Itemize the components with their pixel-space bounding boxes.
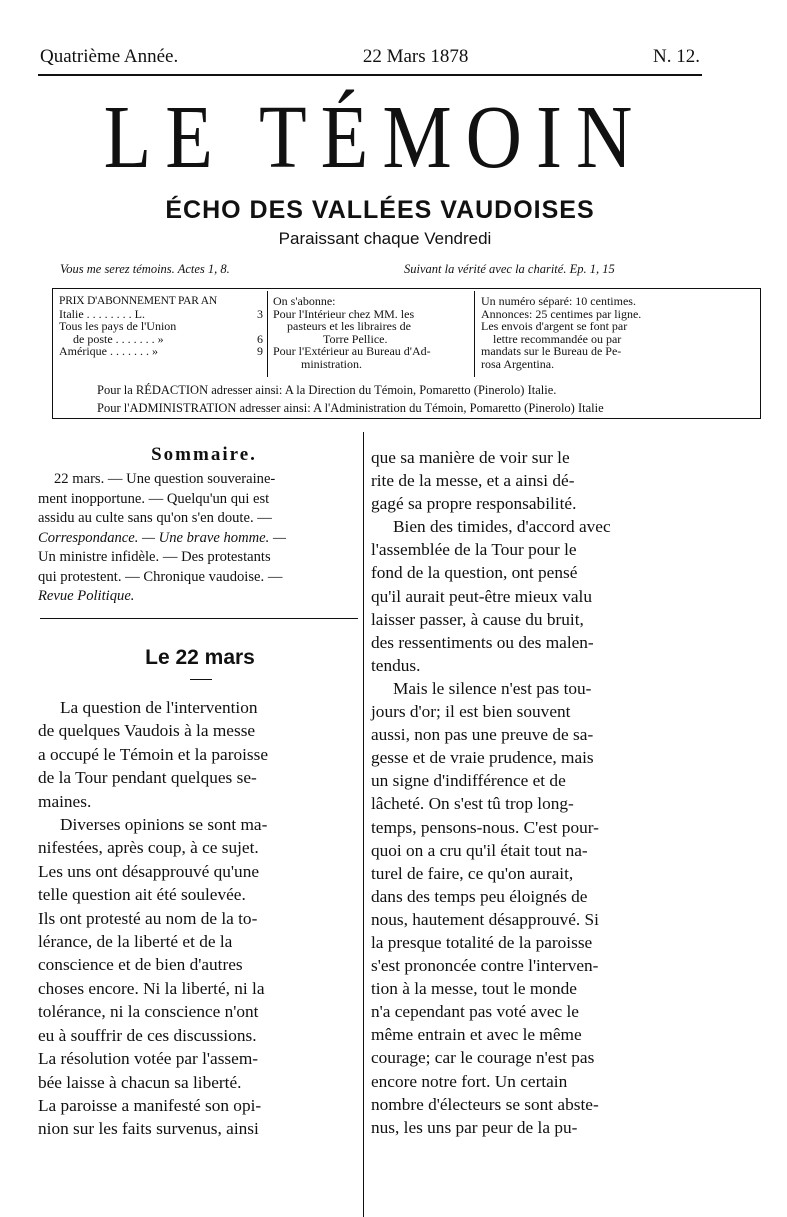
masthead-title: LE TÉMOIN — [103, 86, 647, 187]
sommaire-line: assidu au culte sans qu'on s'en doute. — — [38, 510, 272, 526]
text-line: choses encore. Ni la liberté, ni la — [38, 978, 265, 998]
text-line: tendus. — [371, 655, 421, 675]
where-column — [273, 295, 469, 370]
where-line: pasteurs et les libraires de — [287, 319, 411, 333]
motto-right: Suivant la vérité avec la charité. Ep. 1, 15 — [404, 262, 615, 276]
ads-column — [481, 295, 691, 370]
ads-line: rosa Argentina. — [481, 356, 555, 371]
price-value: 3 — [257, 306, 263, 321]
ads-line: Un numéro séparé: 10 centimes. — [481, 294, 636, 308]
sommaire-rule — [40, 618, 358, 619]
text-line: courage; car le courage n'est pas — [371, 1048, 595, 1068]
text-line: des ressentiments ou des malen- — [371, 632, 594, 652]
where-line: On s'abonne: — [273, 294, 336, 308]
issue-number: N. 12. — [653, 46, 700, 67]
text-line: bée laisse à chacun sa liberté. — [38, 1072, 242, 1092]
text-line: n'a cependant pas voté avec le — [371, 1002, 579, 1022]
where-line: ministration. — [301, 356, 362, 371]
text-line: l'assemblée de la Tour pour le — [371, 540, 577, 560]
ads-line: Annonces: 25 centimes par ligne. — [481, 306, 642, 321]
text-line: temps, pensons-nous. C'est pour- — [371, 817, 599, 837]
text-line: Diverses opinions se sont ma- — [60, 815, 268, 835]
title-dash — [190, 679, 212, 680]
text-line: quoi on a cru qu'il était tout na- — [371, 840, 588, 860]
price-label: Tous les pays de l'Union — [59, 319, 177, 333]
text-line: Ils ont protesté au nom de la to- — [38, 908, 258, 928]
price-column — [59, 295, 263, 358]
text-line: Bien des timides, d'accord avec — [393, 517, 611, 537]
address-lines — [53, 381, 760, 417]
issue-date: 22 Mars 1878 — [362, 46, 469, 67]
motto-left: Vous me serez témoins. Actes 1, 8. — [60, 262, 230, 276]
text-line: même entrain et avec le même — [371, 1025, 582, 1045]
box-separator — [474, 291, 475, 377]
text-line: lérance, de la liberté et de la — [38, 932, 233, 952]
text-line: tion à la messe, tout le monde — [371, 979, 577, 999]
text-line: aussi, non pas une preuve de sa- — [371, 725, 594, 745]
price-value: 9 — [257, 344, 263, 358]
text-line: de quelques Vaudois à la messe — [38, 721, 256, 741]
box-separator — [267, 291, 268, 377]
article-title: Le 22 mars — [145, 646, 255, 669]
redaction-address: Pour la RÉDACTION adresser ainsi: A la Direction du Témoin, Pomaretto (Pinerolo) Italie. — [97, 383, 557, 397]
text-line: Les uns ont désapprouvé qu'une — [38, 861, 260, 881]
text-line: gesse et de vraie prudence, mais — [371, 748, 594, 768]
ads-line: Les envois d'argent se font par — [481, 319, 628, 333]
issue-year: Quatrième Année. — [40, 46, 179, 67]
text-line: turel de faire, ce qu'on aurait, — [371, 863, 574, 883]
text-line: nus, les uns par peur de la pu- — [371, 1117, 578, 1137]
price-value: 6 — [257, 331, 263, 346]
text-line: tolérance, ni la conscience n'ont — [38, 1002, 259, 1022]
sommaire-line: 22 mars. — Une question souveraine- — [54, 471, 276, 487]
sommaire-text — [38, 470, 358, 607]
ads-line: lettre recommandée ou par — [493, 331, 622, 346]
publication-frequency: Paraissant chaque Vendredi — [278, 229, 492, 248]
text-line: s'est prononcée contre l'interven- — [371, 956, 599, 976]
sommaire-title: Sommaire. — [151, 444, 257, 465]
sommaire-line: ment inopportune. — Quelqu'un qui est — [38, 490, 270, 507]
text-line: eu à souffrir de ces discussions. — [38, 1025, 257, 1045]
text-line: La paroisse a manifesté son opi- — [38, 1095, 262, 1115]
text-line: maines. — [38, 791, 92, 811]
text-line: jours d'or; il est bien souvent — [371, 702, 571, 722]
sommaire-line: qui protestent. — Chronique vaudoise. — — [38, 568, 283, 585]
subscription-box — [52, 288, 761, 419]
text-line: lâcheté. On s'est tû trop long- — [371, 794, 574, 814]
text-line: La résolution votée par l'assem- — [38, 1049, 259, 1069]
header-rule — [38, 74, 702, 76]
text-line: conscience et de bien d'autres — [38, 955, 243, 975]
text-line: nous, hautement désapprouvé. Si — [371, 909, 599, 929]
where-line: Pour l'Intérieur chez MM. les — [273, 306, 415, 321]
text-line: Mais le silence n'est pas tou- — [393, 678, 592, 698]
price-label: Italie . . . . . . . . L. — [59, 306, 145, 321]
where-line: Torre Pellice. — [323, 331, 388, 346]
text-line: encore notre fort. Un certain — [371, 1071, 568, 1091]
price-title: PRIX D'ABONNEMENT PAR AN — [59, 295, 217, 307]
text-line: rite de la messe, et a ainsi dé- — [371, 471, 575, 491]
sommaire-line: Revue Politique. — [38, 588, 135, 604]
administration-address: Pour l'ADMINISTRATION adresser ainsi: A l'Administration du Témoin, Pomaretto (Pinerolo) Italie — [97, 401, 604, 415]
text-line: La question de l'intervention — [60, 698, 258, 717]
text-line: nifestées, après coup, à ce sujet. — [38, 838, 259, 858]
text-line: telle question ait été soulevée. — [38, 885, 246, 905]
text-line: qu'il aurait peut-être mieux valu — [371, 586, 592, 606]
price-label: de poste . . . . . . . » — [73, 331, 164, 346]
where-line: Pour l'Extérieur au Bureau d'Ad- — [273, 344, 431, 358]
masthead-subtitle: ÉCHO DES VALLÉES VAUDOISES — [165, 196, 595, 224]
column-rule — [363, 432, 364, 1217]
text-line: que sa manière de voir sur le — [371, 448, 570, 467]
issue-header — [40, 44, 700, 70]
sommaire-line: Correspondance. — Une brave homme. — — [38, 529, 286, 546]
text-line: dans des temps peu éloignés de — [371, 886, 588, 906]
article-column-right — [371, 446, 695, 1139]
text-line: la presque totalité de la paroisse — [371, 932, 593, 952]
text-line: fond de la question, ont pensé — [371, 563, 578, 583]
text-line: un signe d'indifférence et de — [371, 771, 566, 791]
ads-line: mandats sur le Bureau de Pe- — [481, 344, 622, 358]
text-line: laisser passer, à cause du bruit, — [371, 609, 584, 629]
article-column-left — [38, 696, 356, 1141]
text-line: gagé sa propre responsabilité. — [371, 494, 577, 514]
sommaire-line: Un ministre infidèle. — Des protestants — [38, 549, 271, 565]
price-label: Amérique . . . . . . . » — [59, 344, 158, 358]
text-line: a occupé le Témoin et la paroisse — [38, 744, 269, 764]
text-line: de la Tour pendant quelques se- — [38, 768, 257, 788]
text-line: nion sur les faits survenus, ainsi — [38, 1119, 259, 1139]
text-line: nombre d'électeurs se sont abste- — [371, 1094, 599, 1114]
